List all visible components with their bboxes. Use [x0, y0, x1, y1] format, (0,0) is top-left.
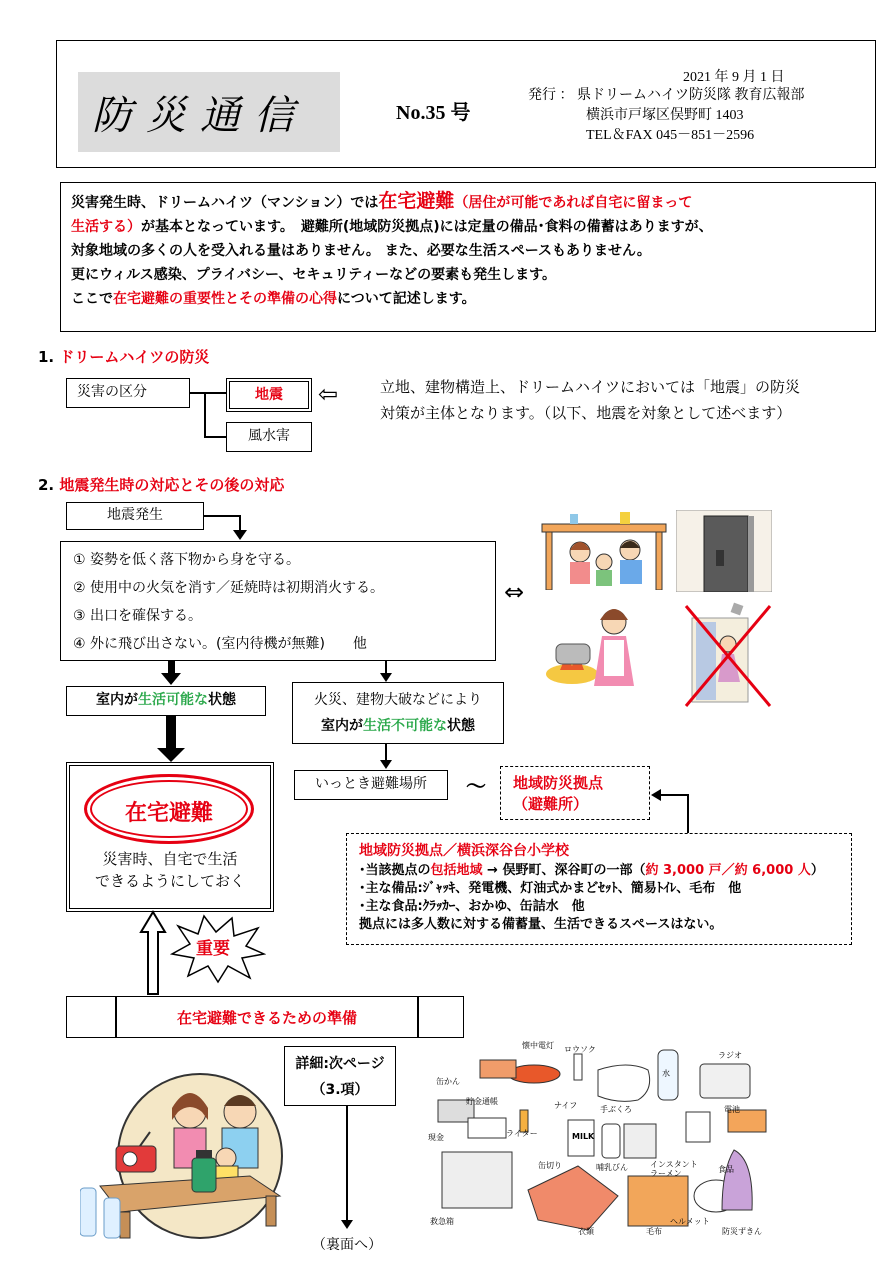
hollow-up-arrow-icon [138, 910, 168, 996]
supply-label: 毛布 [646, 1227, 662, 1236]
intro-line-5: ここで在宅避難の重要性とその準備の心得について記述します。 [71, 291, 476, 307]
temporary-shelter-box: いっとき避難場所 [294, 770, 448, 800]
home-evacuation-label: 在宅避難 [124, 801, 213, 826]
supply-label: 缶切り [538, 1161, 562, 1170]
do-not-run-outside-illustration [682, 600, 774, 710]
school-line-3: ･主な食品:ｸﾗｯｶｰ、おかゆ、缶詰水 他 [359, 899, 585, 914]
intro-line-2: 生活する）が基本となっています。 避難所(地域防災拠点)には定量の備品･食料の備蓄はありますが、 [71, 219, 713, 235]
preparation-label: 在宅避難できるための準備 [176, 1009, 357, 1027]
intro-line-3: 対象地域の多くの人を受入れる量はありません。 また、必要な生活スペースもありません。 [71, 243, 651, 259]
issue-date: 2021 年 9 月 1 日 [683, 70, 785, 85]
emergency-supplies-illustration [428, 1040, 774, 1240]
publisher-name: 発行 ： 県ドリームハイツ防災隊 教育広報部 [528, 88, 805, 103]
action-2: ② 使用中の火気を消す／延焼時は初期消火する。 [73, 580, 384, 596]
turn-over-label: （裏面へ） [312, 1237, 382, 1253]
down-arrow-icon [341, 1220, 353, 1229]
school-line-4: 拠点には多人数に対する備蓄量、生活できるスペースはない。 [359, 917, 723, 932]
supplies-drawing [428, 1040, 774, 1240]
issue-number: No.35 号 [396, 102, 471, 124]
intro-line-1: 災害発生時、ドリームハイツ（マンション）では在宅避難（居住が可能であれば自宅に留まって [71, 190, 693, 212]
supply-label: ライター [506, 1129, 538, 1138]
supply-label: 現金 [428, 1133, 444, 1142]
connector-line [687, 794, 689, 833]
action-3: ③ 出口を確保する。 [73, 608, 203, 624]
intro-line-4: 更にウィルス感染、プライバシー、セキュリティーなどの要素も発生します。 [71, 267, 556, 283]
supply-label: 哺乳びん [596, 1163, 628, 1172]
unlivable-state-box: 火災、建物大破などにより 室内が生活不可能な状態 [292, 682, 504, 744]
supply-label: ロウソク [564, 1045, 596, 1054]
supply-label: 水 [662, 1069, 670, 1078]
action-1: ① 姿勢を低く落下物から身を守る。 [73, 552, 301, 568]
school-title: 地域防災拠点／横浜深谷台小学校 [359, 843, 569, 859]
left-arrow-icon [651, 789, 661, 801]
family-at-home-illustration [80, 1062, 300, 1240]
connector-line [204, 392, 206, 436]
thick-down-arrow-icon [161, 673, 181, 685]
left-arrow-icon: ⇦ [318, 380, 339, 408]
action-4: ④ 外に飛び出さない。(室内待機が無難) 他 [73, 636, 367, 652]
supply-label: インスタント ラーメン [650, 1160, 698, 1178]
supply-label: 衣類 [578, 1227, 594, 1236]
detail-next-page-box: 詳細:次ページ （3.項） [284, 1046, 396, 1106]
supply-label: 貯金通帳 [466, 1097, 498, 1106]
flood-box: 風水害 [226, 422, 312, 452]
school-info-box [346, 833, 852, 945]
divider [417, 997, 419, 1037]
intro-box [60, 182, 876, 332]
connector-line [190, 392, 226, 394]
supply-label: MILK [572, 1132, 595, 1141]
supply-label: 食品 [718, 1165, 734, 1174]
section-2-heading: 2. 地震発生時の対応とその後の対応 [38, 476, 285, 494]
door-illustration [676, 510, 772, 592]
newsletter-title: 防災通信 [92, 93, 308, 139]
supply-label: 電池 [724, 1105, 740, 1114]
thick-arrow-shaft [166, 716, 176, 750]
connector-line [204, 515, 240, 517]
supply-label: ナイフ [554, 1101, 578, 1110]
turn-off-fire-illustration [544, 600, 640, 696]
initial-actions-box [60, 541, 496, 661]
connector-line [204, 436, 226, 438]
school-line-2: ･主な備品:ｼﾞｬｯｷ、発電機、灯油式かまどｾｯﾄ、簡易ﾄｲﾚ、毛布 他 [359, 881, 742, 896]
disaster-base-box: 地域防災拠点 （避難所） [500, 766, 650, 820]
supply-label: 救急箱 [430, 1217, 454, 1226]
important-label: 重要 [196, 939, 230, 959]
earthquake-box: 地震 [226, 378, 312, 412]
down-arrow-icon [380, 760, 392, 769]
thick-down-arrow-icon [157, 748, 185, 762]
connector-line [346, 1106, 348, 1224]
supply-label: 手ぶくろ [600, 1105, 632, 1114]
section-1-heading: 1. ドリームハイツの防災 [38, 348, 210, 366]
down-arrow-icon [233, 530, 247, 540]
livable-state-box: 室内が生活可能な状態 [66, 686, 266, 716]
tilde: ～ [466, 774, 486, 798]
supply-label: 懐中電灯 [522, 1041, 554, 1050]
connector-line [660, 794, 688, 796]
supply-label: 缶かん [436, 1077, 460, 1086]
supply-label: ヘルメット [670, 1217, 710, 1226]
section-1-text: 立地、建物構造上、ドリームハイツにおいては「地震」の防災 対策が主体となります。（以下、地震を対象として述べます） [380, 378, 801, 422]
publisher-phone: TEL＆FAX 045－851－2596 [586, 128, 755, 143]
disaster-category-box: 災害の区分 [66, 378, 190, 408]
family-under-table-illustration [540, 510, 668, 590]
publisher-address: 横浜市戸塚区俣野町 1403 [586, 108, 744, 123]
school-line-1: ･当該拠点の包括地域 → 俣野町、深谷町の一部（約 3,000 戸／約 6,000 人） [359, 863, 824, 878]
supply-label: ラジオ [718, 1051, 742, 1060]
equivalence-arrow-icon: ⇔ [504, 578, 525, 606]
down-arrow-icon [380, 673, 392, 682]
home-evacuation-desc: 災害時、自宅で生活 できるようにしておく [94, 850, 245, 890]
earthquake-occur-box: 地震発生 [66, 502, 204, 530]
publisher-info [528, 86, 805, 146]
preparation-bar [66, 996, 464, 1038]
supply-label: 防災ずきん [722, 1227, 762, 1236]
